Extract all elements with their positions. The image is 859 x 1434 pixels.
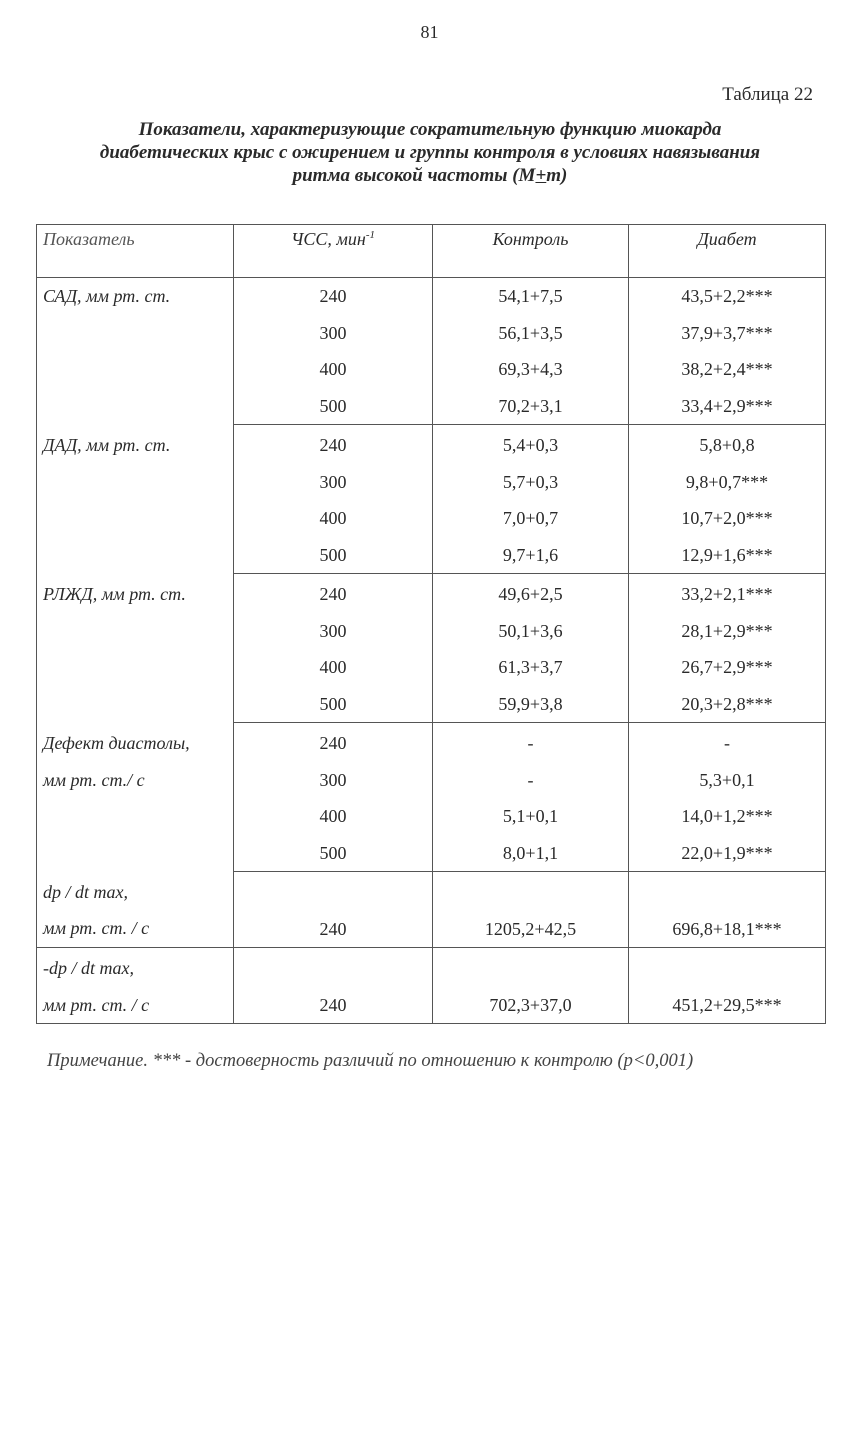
- caption-line-1: Показатели, характеризующие сократительную функцию миокарда: [138, 119, 722, 140]
- group-sad: [37, 278, 826, 425]
- control-cell: 70,2+3,1: [433, 388, 629, 425]
- group-neg-dpdt-max: [37, 948, 826, 1024]
- indicator-name-line-2: мм рт. ст. / с: [43, 918, 150, 938]
- header-diabetes: Диабет: [629, 225, 826, 278]
- diabetes-cell: 26,7+2,9***: [629, 649, 826, 686]
- control-cell: 69,3+4,3: [433, 351, 629, 388]
- caption-line-3: [40, 164, 820, 187]
- caption-line-2: диабетических крыс с ожирением и группы контроля в условиях навязывания: [99, 142, 761, 163]
- diabetes-value: 451,2+29,5***: [672, 994, 782, 1015]
- diabetes-cell: 10,7+2,0***: [629, 500, 826, 537]
- group-rlzhd: [37, 574, 826, 723]
- diabetes-cell: 28,1+2,9***: [629, 613, 826, 650]
- table-row: [37, 762, 826, 799]
- hr-cell: 240: [234, 723, 433, 762]
- hr-cell: 400: [234, 649, 433, 686]
- hr-cell: [234, 872, 433, 948]
- indicator-name: [37, 948, 234, 1024]
- control-cell: 8,0+1,1: [433, 835, 629, 872]
- page-number: 81: [420, 22, 439, 42]
- hr-cell: 500: [234, 835, 433, 872]
- control-cell: 49,6+2,5: [433, 574, 629, 613]
- hr-cell: 300: [234, 613, 433, 650]
- table-row: [37, 425, 826, 464]
- caption-line-3-suffix: m): [546, 165, 568, 186]
- indicator-name-line-1: Дефект диастолы,: [37, 723, 234, 762]
- header-heart-rate: [234, 225, 433, 278]
- indicator-name: РЛЖД, мм рт. ст.: [37, 574, 234, 723]
- control-cell: 5,1+0,1: [433, 798, 629, 835]
- hr-cell: 400: [234, 500, 433, 537]
- control-cell: 59,9+3,8: [433, 686, 629, 723]
- diabetes-cell: 37,9+3,7***: [629, 315, 826, 352]
- hr-cell: 400: [234, 798, 433, 835]
- control-cell: -: [433, 723, 629, 762]
- diabetes-cell: 22,0+1,9***: [629, 835, 826, 872]
- control-cell: 50,1+3,6: [433, 613, 629, 650]
- header-control: Контроль: [433, 225, 629, 278]
- diabetes-cell: 33,2+2,1***: [629, 574, 826, 613]
- table-label: Таблица 22: [722, 84, 813, 105]
- diabetes-cell: [629, 872, 826, 948]
- control-cell: [433, 948, 629, 1024]
- hr-cell: 240: [234, 278, 433, 315]
- hr-value: 240: [319, 994, 347, 1015]
- control-cell: 9,7+1,6: [433, 537, 629, 574]
- hr-cell: 300: [234, 315, 433, 352]
- group-dad: [37, 425, 826, 574]
- diabetes-cell: -: [629, 723, 826, 762]
- diabetes-cell: 43,5+2,2***: [629, 278, 826, 315]
- hr-cell: 400: [234, 351, 433, 388]
- indicator-name-line-1: dp / dt max,: [43, 881, 128, 902]
- hr-cell: 500: [234, 388, 433, 425]
- group-diastole-defect: [37, 723, 826, 872]
- indicator-name-line-2: мм рт. ст./ с: [37, 762, 234, 872]
- hr-cell: 500: [234, 686, 433, 723]
- indicator-name: [37, 872, 234, 948]
- table-row: [37, 278, 826, 315]
- diabetes-cell: [629, 948, 826, 1024]
- table-row: [37, 723, 826, 762]
- control-cell: 61,3+3,7: [433, 649, 629, 686]
- control-cell: -: [433, 762, 629, 799]
- plus-minus-sign: +: [535, 165, 547, 186]
- header-heart-rate-exponent: -1: [365, 229, 375, 241]
- hr-cell: [234, 948, 433, 1024]
- header-indicator: Показатель: [37, 225, 234, 278]
- control-cell: 7,0+0,7: [433, 500, 629, 537]
- control-value: 702,3+37,0: [489, 994, 572, 1015]
- table-row: [37, 574, 826, 613]
- control-cell: 56,1+3,5: [433, 315, 629, 352]
- diabetes-cell: 14,0+1,2***: [629, 798, 826, 835]
- control-cell: 5,7+0,3: [433, 464, 629, 501]
- hr-value: 240: [319, 918, 347, 939]
- indicator-name: САД, мм рт. ст.: [37, 278, 234, 425]
- hr-cell: 500: [234, 537, 433, 574]
- table-caption: [40, 118, 820, 187]
- indicator-name-line-2: мм рт. ст. / с: [43, 994, 150, 1015]
- control-cell: [433, 872, 629, 948]
- hr-cell: 300: [234, 762, 433, 799]
- hr-cell: 300: [234, 464, 433, 501]
- indicator-name: ДАД, мм рт. ст.: [37, 425, 234, 574]
- hr-cell: 240: [234, 574, 433, 613]
- diabetes-cell: 5,3+0,1: [629, 762, 826, 799]
- diabetes-value: 696,8+18,1***: [672, 918, 782, 939]
- table-row: [37, 948, 826, 1024]
- table-header-row: [37, 225, 826, 278]
- indicator-name-line-1: -dp / dt max,: [43, 958, 134, 978]
- diabetes-cell: 9,8+0,7***: [629, 464, 826, 501]
- control-cell: 54,1+7,5: [433, 278, 629, 315]
- group-dpdt-max: [37, 872, 826, 948]
- caption-line-3-prefix: ритма высокой частоты (M: [292, 165, 536, 186]
- diabetes-cell: 5,8+0,8: [629, 425, 826, 464]
- hr-cell: 240: [234, 425, 433, 464]
- table-note: Примечание. *** - достоверность различий по отношению к контролю (р<0,001): [47, 1051, 694, 1071]
- data-table: [36, 224, 826, 1024]
- diabetes-cell: 20,3+2,8***: [629, 686, 826, 723]
- header-heart-rate-label: ЧСС, мин: [290, 229, 366, 249]
- diabetes-cell: 33,4+2,9***: [629, 388, 826, 425]
- table-row: [37, 872, 826, 948]
- diabetes-cell: 12,9+1,6***: [629, 537, 826, 574]
- control-cell: 5,4+0,3: [433, 425, 629, 464]
- diabetes-cell: 38,2+2,4***: [629, 351, 826, 388]
- control-value: 1205,2+42,5: [484, 918, 577, 939]
